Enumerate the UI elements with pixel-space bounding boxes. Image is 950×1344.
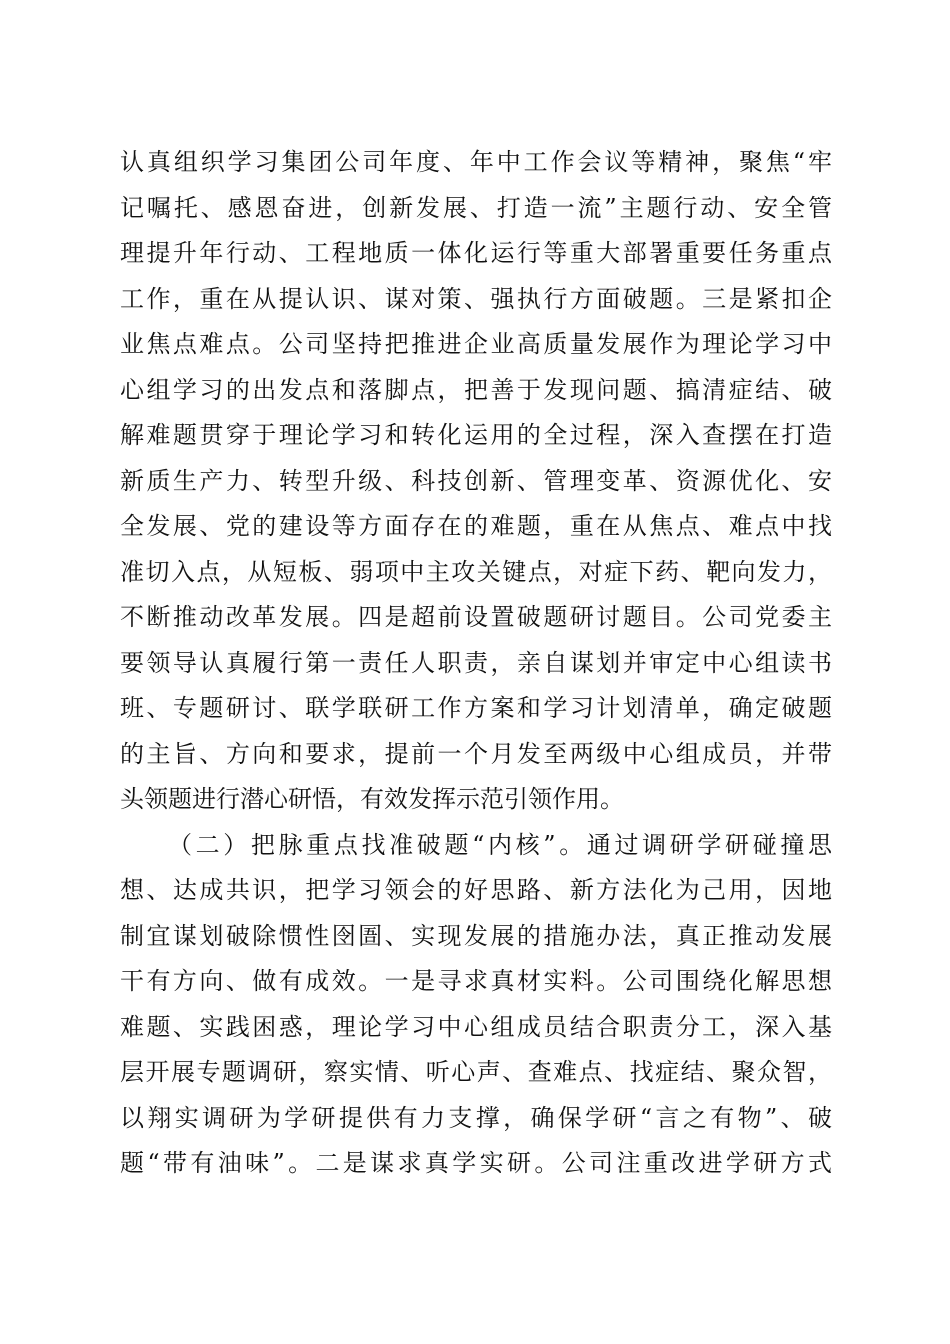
text-line: 记嘱托、感恩奋进，创新发展、打造一流”主题行动、安全管 xyxy=(120,193,832,222)
text-line: 题“带有油味”。二是谋求真学实研。公司注重改进学研方式 xyxy=(120,1149,832,1177)
text-line: 工作，重在从提认识、谋对策、强执行方面破题。三是紧扣企 xyxy=(120,284,832,313)
text-line: 难题、实践困惑，理论学习中心组成员结合职责分工，深入基 xyxy=(120,1012,832,1041)
text-line: 解难题贯穿于理论学习和转化运用的全过程，深入查摆在打造 xyxy=(120,421,832,449)
section-heading-line: （二）把脉重点找准破题“内核”。通过调研学研碰撞思 xyxy=(168,830,832,859)
text-line: 要领导认真履行第一责任人职责，亲自谋划并审定中心组读书 xyxy=(120,648,832,677)
text-line: 班、专题研讨、联学联研工作方案和学习计划清单，确定破题 xyxy=(120,694,832,722)
text-line: 不断推动改革发展。四是超前设置破题研讨题目。公司党委主 xyxy=(120,603,832,631)
text-line: 准切入点，从短板、弱项中主攻关键点，对症下药、靶向发力， xyxy=(120,557,832,586)
text-line: 理提升年行动、工程地质一体化运行等重大部署重要任务重点 xyxy=(120,239,832,267)
text-line: 制宜谋划破除惯性囹圄、实现发展的措施办法，真正推动发展 xyxy=(120,921,832,950)
paragraph-end-line: 头领题进行潜心研悟，有效发挥示范引领作用。 xyxy=(120,785,624,813)
text-line: 以翔实调研为学研提供有力支撑，确保学研“言之有物”、破 xyxy=(120,1103,832,1132)
text-line: 认真组织学习集团公司年度、年中工作会议等精神，聚焦“牢 xyxy=(120,148,832,176)
text-line: 业焦点难点。公司坚持把推进企业高质量发展作为理论学习中 xyxy=(120,330,832,358)
text-line: 新质生产力、转型升级、科技创新、管理变革、资源优化、安 xyxy=(120,466,832,495)
body-text xyxy=(120,140,832,1187)
text-line: 干有方向、做有成效。一是寻求真材实料。公司围绕化解思想 xyxy=(120,967,832,995)
text-line: 的主旨、方向和要求，提前一个月发至两级中心组成员，并带 xyxy=(120,739,832,768)
text-line: 想、达成共识，把学习领会的好思路、新方法化为己用，因地 xyxy=(120,876,832,904)
text-line: 全发展、党的建设等方面存在的难题，重在从焦点、难点中找 xyxy=(120,512,832,540)
text-line: 心组学习的出发点和落脚点，把善于发现问题、搞清症结、破 xyxy=(120,375,832,404)
text-line: 层开展专题调研，察实情、听心声、查难点、找症结、聚众智， xyxy=(120,1058,832,1086)
